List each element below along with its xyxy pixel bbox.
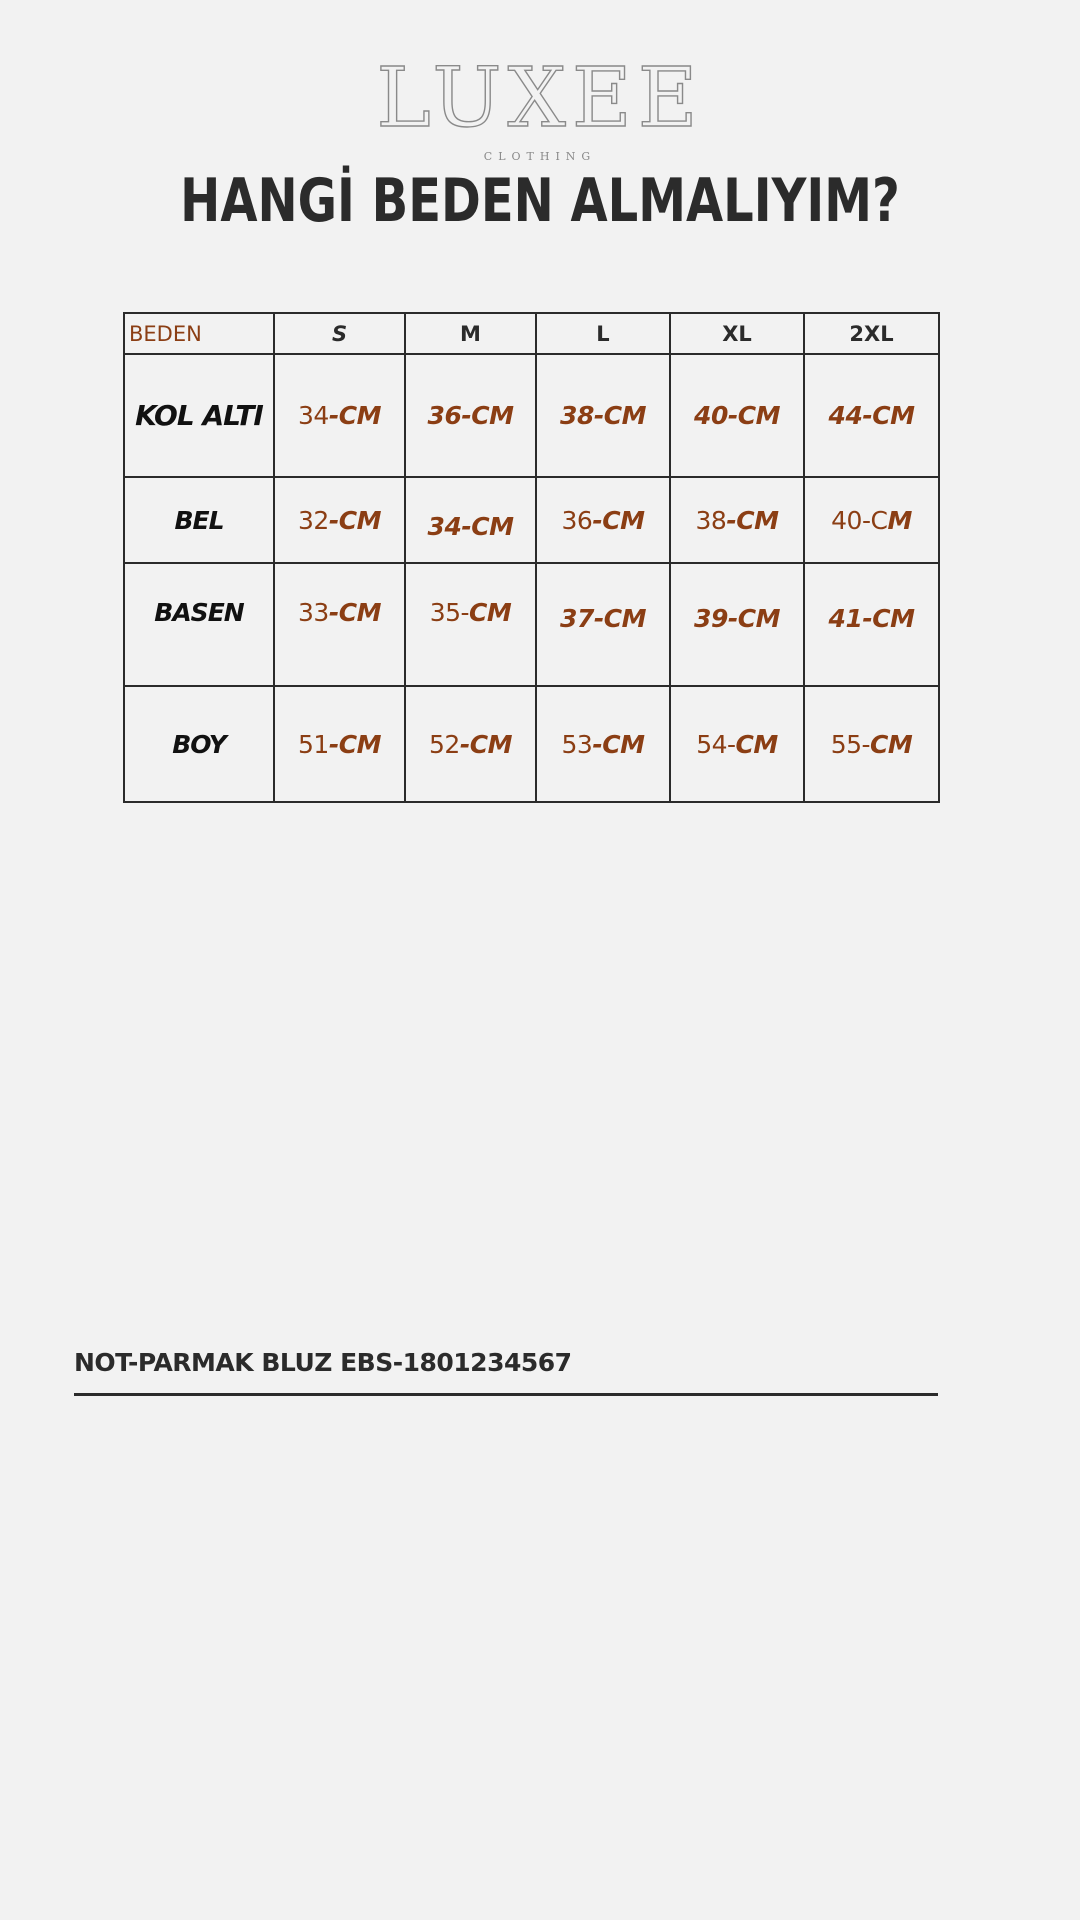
table-cell: 40-CM xyxy=(804,477,939,563)
table-cell: 52-CM xyxy=(405,686,536,802)
table-cell: 40-CM xyxy=(670,354,804,477)
table-cell: 38-CM xyxy=(536,354,670,477)
table-header-row xyxy=(124,313,939,354)
table-cell: 51-CM xyxy=(274,686,405,802)
table-cell: 55-CM xyxy=(804,686,939,802)
table-cell: 44-CM xyxy=(804,354,939,477)
table-cell: 33-CM xyxy=(274,563,405,686)
table-cell: 53-CM xyxy=(536,686,670,802)
header-size-xl: XL xyxy=(670,313,804,354)
row-label-kol-alti: KOL ALTI xyxy=(124,354,274,477)
header-size-2xl: 2XL xyxy=(804,313,939,354)
brand-logo xyxy=(0,51,1080,163)
product-code: NOT-PARMAK BLUZ EBS-1801234567 xyxy=(74,1348,572,1377)
page-title: HANGİ BEDEN ALMALIYIM? xyxy=(180,166,900,236)
table-cell: 41-CM xyxy=(804,563,939,686)
header-size-m: M xyxy=(405,313,536,354)
table-cell: 35-CM xyxy=(405,563,536,686)
table-cell: 38-CM xyxy=(670,477,804,563)
table-cell: 37-CM xyxy=(536,563,670,686)
header-size-s: S xyxy=(274,313,405,354)
table-row xyxy=(124,563,939,686)
table-cell: 34-CM xyxy=(405,477,536,563)
logo-wordmark: LUXEE xyxy=(376,51,704,146)
row-label-bel: BEL xyxy=(124,477,274,563)
table-cell: 39-CM xyxy=(670,563,804,686)
row-label-basen: BASEN xyxy=(124,563,274,686)
logo-subtitle: CLOTHING xyxy=(483,150,597,163)
header-corner-label: BEDEN xyxy=(124,313,274,354)
size-chart-table xyxy=(123,312,940,803)
table-cell: 36-CM xyxy=(405,354,536,477)
table-cell: 54-CM xyxy=(670,686,804,802)
table-cell: 34-CM xyxy=(274,354,405,477)
header-size-l: L xyxy=(536,313,670,354)
table-cell: 36-CM xyxy=(536,477,670,563)
row-label-boy: BOY xyxy=(124,686,274,802)
table-row xyxy=(124,686,939,802)
table-row xyxy=(124,477,939,563)
table-row xyxy=(124,354,939,477)
divider xyxy=(74,1393,938,1396)
table-cell: 32-CM xyxy=(274,477,405,563)
